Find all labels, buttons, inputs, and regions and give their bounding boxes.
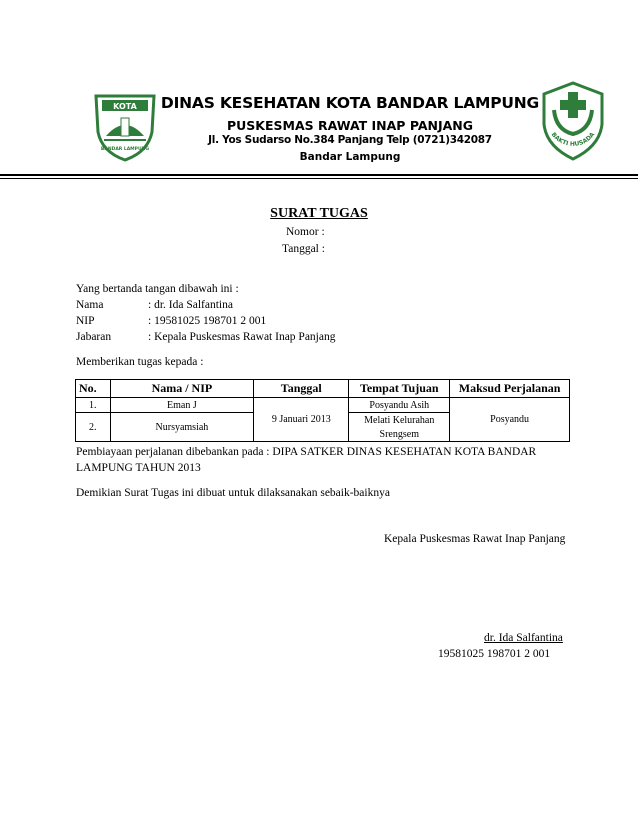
field-value-jabaran: : Kepala Puskesmas Rawat Inap Panjang [148, 331, 336, 343]
svg-text:KOTA: KOTA [113, 102, 137, 111]
funding-text: Pembiayaan perjalanan dibebankan pada : DIPA SATKER DINAS KESEHATAN KOTA BANDAR [76, 446, 537, 458]
field-label-jabaran: Jabaran [76, 331, 112, 343]
col-header-tanggal: Tanggal [254, 380, 349, 398]
letterhead-address: Jl. Yos Sudarso No.384 Panjang Telp (0721)342087 [208, 134, 492, 146]
closing-text: Demikian Surat Tugas ini dibuat untuk dilaksanakan sebaik-baiknya [76, 487, 390, 499]
field-value-nama: : dr. Ida Salfantina [148, 299, 233, 311]
letterhead-city: Bandar Lampung [299, 151, 401, 163]
cell-maksud: Posyandu [450, 398, 570, 442]
col-header-nama: Nama / NIP [110, 380, 254, 398]
header-rule-thick [0, 174, 638, 176]
header-rule-thin [0, 178, 638, 179]
letterhead-puskesmas: PUSKESMAS RAWAT INAP PANJANG [226, 118, 474, 133]
signatory-name: dr. Ida Salfantina [484, 632, 563, 644]
table-row [76, 398, 570, 413]
letter-date: Tanggal : [282, 243, 325, 255]
letter-title: SURAT TUGAS [270, 206, 368, 221]
assignment-intro: Memberikan tugas kepada : [76, 356, 204, 368]
svg-text:BANDAR LAMPUNG: BANDAR LAMPUNG [100, 147, 150, 152]
intro-text: Yang bertanda tangan dibawah ini : [76, 283, 239, 295]
cell-tempat-cont: Srengsem [349, 427, 450, 442]
cell-tanggal: 9 Januari 2013 [254, 398, 349, 442]
cell-no: 1. [76, 398, 111, 413]
cell-no: 2. [76, 413, 111, 442]
signatory-nip: 19581025 198701 2 001 [438, 648, 551, 660]
cell-nama: Eman J [110, 398, 254, 413]
col-header-maksud: Maksud Perjalanan [450, 380, 570, 398]
letterhead-agency: DINAS KESEHATAN KOTA BANDAR LAMPUNG [160, 94, 540, 112]
cell-nama: Nursyamsiah [110, 413, 254, 442]
cell-tempat: Posyandu Asih [349, 398, 450, 413]
assignment-table [75, 379, 570, 442]
field-value-nip: : 19581025 198701 2 001 [148, 315, 267, 327]
signatory-position: Kepala Puskesmas Rawat Inap Panjang [384, 533, 566, 545]
col-header-no: No. [76, 380, 111, 398]
field-label-nama: Nama [76, 299, 104, 311]
cell-tempat: Melati Kelurahan [349, 413, 450, 428]
field-label-nip: NIP [76, 315, 95, 327]
funding-text-cont: LAMPUNG TAHUN 2013 [76, 462, 201, 474]
letter-number: Nomor : [286, 226, 325, 238]
svg-text:BAKTI HUSADA: BAKTI HUSADA [549, 131, 597, 148]
table-header-row [76, 380, 570, 398]
city-emblem-logo [92, 88, 158, 164]
col-header-tempat: Tempat Tujuan [349, 380, 450, 398]
